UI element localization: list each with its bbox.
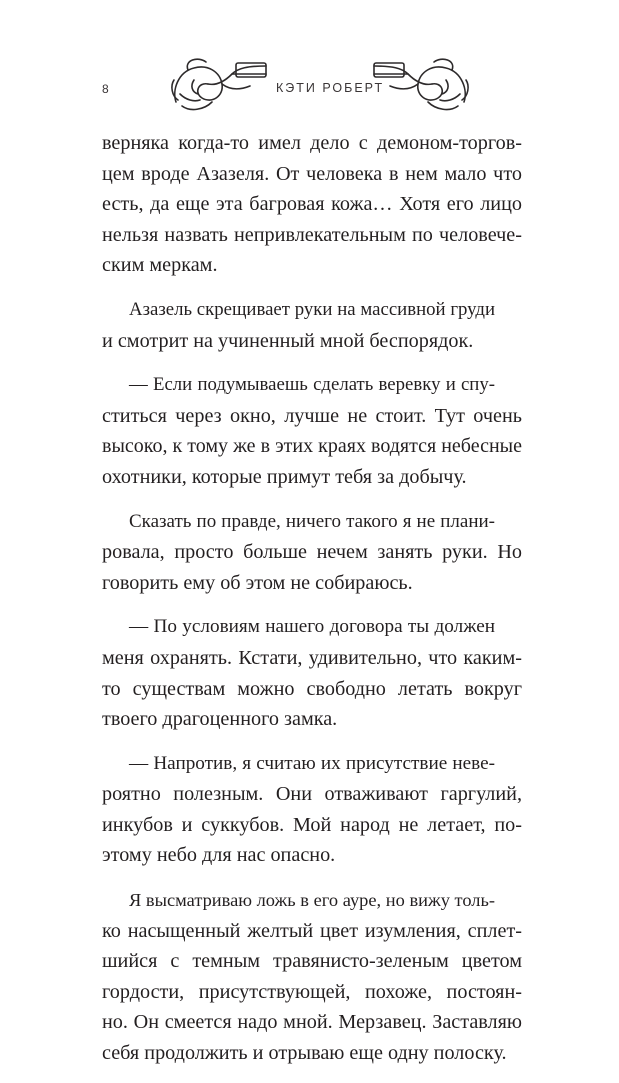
text-line: — По условиям нашего договора ты должен	[129, 616, 495, 638]
page-number: 8	[102, 82, 110, 96]
text-line: Азазель скрещивает руки на массивной груди	[129, 298, 495, 320]
text-line: инкубов и суккубов. Мой народ не летает, по-	[102, 813, 522, 836]
text-line: и смотрит на учиненный мной беспорядок.	[102, 329, 474, 352]
text-line: меня охранять. Кстати, удивительно, что каким-	[102, 646, 522, 669]
body-text	[102, 128, 522, 1083]
running-head-author: КЭТИ РОБЕРТ	[276, 81, 385, 95]
text-line: гордости, присутствующей, похоже, постоян-	[102, 980, 522, 1003]
paragraph	[102, 507, 522, 599]
paragraph	[102, 370, 522, 492]
text-line: твоего драгоценного замка.	[102, 708, 338, 731]
text-line: но. Он смеется надо мной. Мерзавец. Заставляю	[102, 1011, 522, 1034]
text-line: ровала, просто больше нечем занять руки. Но	[102, 541, 522, 564]
text-line: охотники, которые примут тебя за добычу.	[102, 465, 467, 488]
knot-ornament-icon	[168, 50, 268, 120]
text-line: цем вроде Азазеля. От человека в нем мало что	[102, 162, 522, 185]
text-line: нельзя назвать непривлекательным по человече-	[102, 223, 522, 246]
text-line: ским меркам.	[102, 254, 218, 277]
knot-ornament-icon	[372, 50, 472, 120]
paragraph	[102, 612, 522, 734]
text-line: высоко, к тому же в этих краях водятся небесные	[102, 435, 522, 458]
running-head	[0, 50, 619, 120]
text-line: — Напротив, я считаю их присутствие неве-	[129, 752, 495, 774]
text-line: шийся с темным травянисто-зеленым цветом	[102, 950, 522, 973]
paragraph	[102, 295, 522, 356]
text-line: — Если подумываешь сделать веревку и спу-	[129, 374, 495, 396]
text-line: ститься через окно, лучше не стоит. Тут очень	[102, 404, 522, 427]
paragraph	[102, 128, 522, 281]
text-line: Сказать по правде, ничего такого я не плани-	[129, 510, 495, 532]
paragraph	[102, 749, 522, 871]
text-line: роятно полезным. Они отваживают гаргулий,	[102, 783, 522, 806]
text-line: есть, да еще эта багровая кожа… Хотя его лицо	[102, 193, 522, 216]
text-line: ко насыщенный желтый цвет изумления, сплет-	[102, 919, 522, 942]
paragraph	[102, 885, 522, 1069]
text-line: то существам можно свободно летать вокруг	[102, 677, 522, 700]
text-line: говорить ему об этом не собираюсь.	[102, 571, 413, 594]
text-line: Я высматриваю ложь в его ауре, но вижу толь-	[129, 890, 495, 911]
text-line: верняка когда-то имел дело с демоном-торгов-	[102, 132, 522, 154]
text-line: себя продолжить и отрываю еще одну полоску.	[102, 1042, 507, 1065]
text-line: этому небо для нас опасно.	[102, 844, 336, 867]
